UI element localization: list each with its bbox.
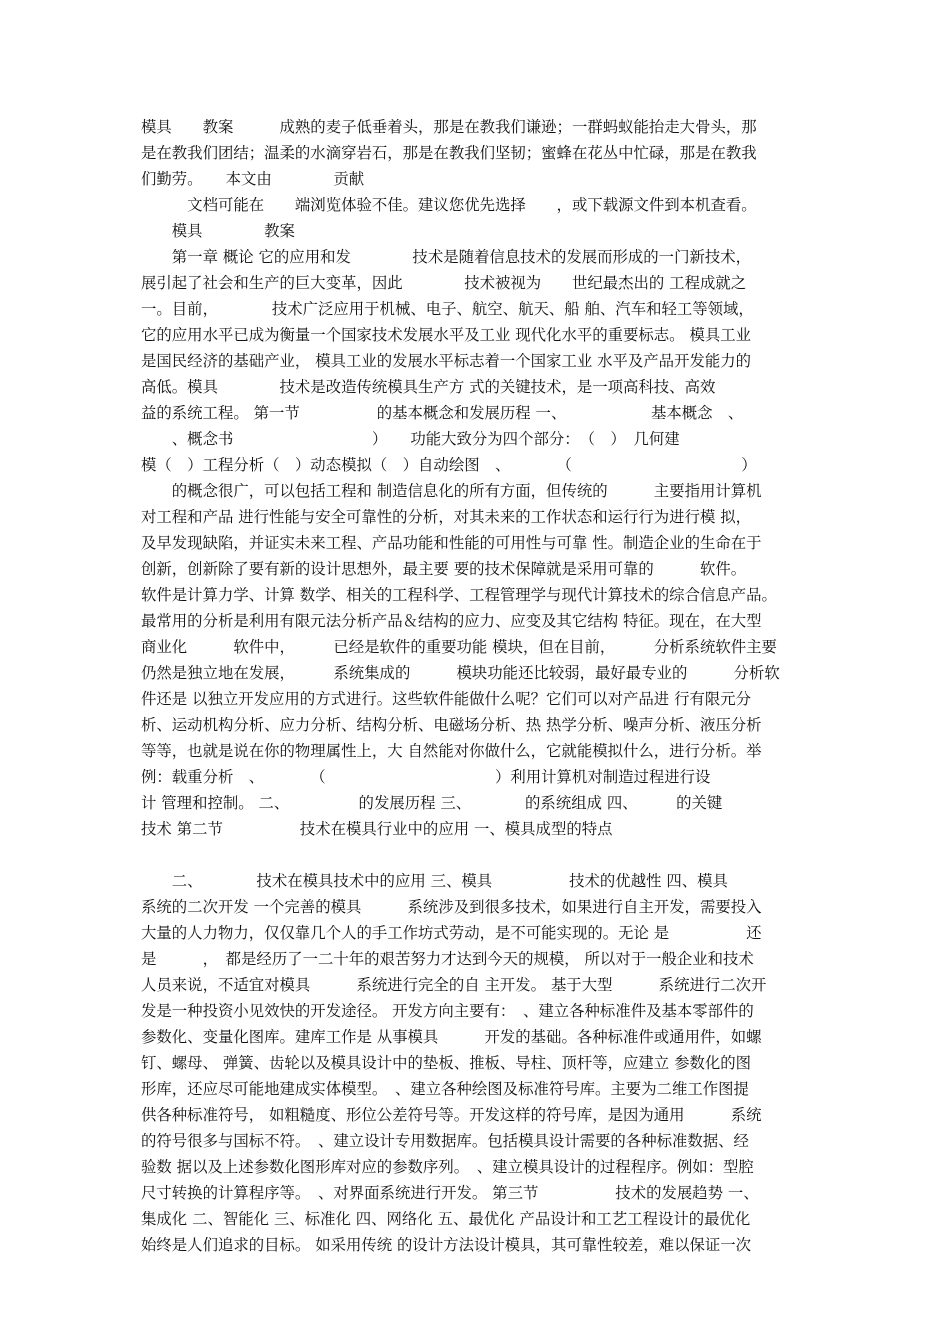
text-line: 验数 据以及上述参数化图形库对应的参数序列。 、建立模具设计的过程程序。例如：型腔: [141, 1158, 754, 1176]
text-line: 形库，还应尽可能地建成实体模型。 、建立各种绘图及标准符号库。主要为二维工作图提: [141, 1080, 749, 1098]
text-line: 系统的二次开发 一个完善的模具 系统涉及到很多技术，如果进行自主开发，需要投入: [141, 898, 762, 916]
text-line: 及早发现缺陷，并证实未来工程、产品功能和性能的可用性与可靠 性。制造企业的生命在于: [141, 534, 762, 552]
text-line: 文档可能在 端浏览体验不佳。建议您优先选择 ，或下载源文件到本机查看。: [141, 196, 757, 214]
text-line: 等等，也就是说在你的物理属性上，大 自然能对你做什么，它就能模拟什么，进行分析。举: [141, 742, 762, 760]
text-line: 它的应用水平已成为衡量一个国家技术发展水平及工业 现代化水平的重要标志。 模具工业: [141, 326, 752, 344]
text-line: 们勤劳。 本文由 贡献: [141, 170, 365, 188]
text-line: 第一章 概论 它的应用和发 技术是随着信息技术的发展而形成的一门新技术，: [141, 248, 752, 266]
text-line: 供各种标准符号， 如粗糙度、形位公差符号等。开发这样的符号库，是因为通用 系统: [141, 1106, 762, 1124]
text-line: 仍然是独立地在发展， 系统集成的 模块功能还比较弱，最好最专业的 分析软: [141, 664, 780, 682]
text-line: 是在教我们团结；温柔的水滴穿岩石，那是在教我们坚韧；蜜蜂在花丛中忙碌，那是在教我: [141, 144, 757, 162]
text-line: 发是一种投资小见效快的开发途径。 开发方向主要有： 、建立各种标准件及基本零部件的: [141, 1002, 754, 1020]
text-line: 模（ ）工程分析（ ）动态模拟（ ）自动绘图 、 （ ）: [141, 456, 757, 474]
text-line: 模具 教案: [141, 222, 295, 240]
text-line: 集成化 二、智能化 三、标准化 四、网络化 五、最优化 产品设计和工艺工程设计的最优化: [141, 1210, 751, 1228]
text-line: 技术 第二节 技术在模具行业中的应用 一、模具成型的特点: [141, 820, 613, 838]
text-line: 是国民经济的基础产业， 模具工业的发展水平标志着一个国家工业 水平及产品开发能力的: [141, 352, 752, 370]
text-line: 益的系统工程。 第一节 的基本概念和发展历程 一、 基本概念 、: [141, 404, 744, 422]
text-line: 对工程和产品 进行性能与安全可靠性的分析，对其未来的工作状态和运行行为进行模 拟，: [141, 508, 752, 526]
text-line: 的符号很多与国标不符。 、建立设计专用数据库。包括模具设计需要的各种标准数据、经: [141, 1132, 749, 1150]
text-line: 商业化 软件中， 已经是软件的重要功能 模块，但在目前， 分析系统软件主要: [141, 638, 777, 656]
text-line: 始终是人们追求的目标。 如采用传统 的设计方法设计模具，其可靠性较差，难以保证一次: [141, 1236, 752, 1254]
text-line: 钉、螺母、 弹簧、齿轮以及模具设计中的垫板、推板、导柱、顶杆等，应建立 参数化的图: [141, 1054, 752, 1072]
text-line: 展引起了社会和生产的巨大变革，因此 技术被视为 世纪最杰出的 工程成就之: [141, 274, 747, 292]
text-line: 尺寸转换的计算程序等。 、对界面系统进行开发。 第三节 技术的发展趋势 一、: [141, 1184, 759, 1202]
text-line: 最常用的分析是利用有限元法分析产品＆结构的应力、应变及其它结构 特征。现在，在大型: [141, 612, 762, 630]
text-line: 参数化、变量化图库。建库工作是 从事模具 开发的基础。各种标准件或通用件，如螺: [141, 1028, 762, 1046]
text-line: 创新，创新除了要有新的设计思想外，最主要 要的技术保障就是采用可靠的 软件。: [141, 560, 747, 578]
text-line: 大量的人力物力，仅仅靠几个人的手工作坊式劳动，是不可能实现的。无论 是 还: [141, 924, 762, 942]
text-line: 析、运动机构分析、应力分析、结构分析、电磁场分析、热 热学分析、噪声分析、液压分析: [141, 716, 762, 734]
text-line: 软件是计算力学、计算 数学、相关的工程科学、工程管理学与现代计算技术的综合信息产品。: [141, 586, 777, 604]
text-line: 件还是 以独立开发应用的方式进行。这些软件能做什么呢？它们可以对产品进 行有限元分: [141, 690, 752, 708]
text-line: 人员来说，不适宜对模具 系统进行完全的自 主开发。 基于大型 系统进行二次开: [141, 976, 767, 994]
text-line: 、概念书 ） 功能大致分为四个部分： （ ） 几何建: [141, 430, 680, 448]
text-line: 例：载重分析 、 （ ）利用计算机对制造过程进行设: [141, 768, 711, 786]
text-line: 一。目前， 技术广泛应用于机械、电子、航空、航天、船 舶、汽车和轻工等领域，: [141, 300, 754, 318]
text-line: 高低。模具 技术是改造传统模具生产方 式的关键技术，是一项高科技、高效: [141, 378, 716, 396]
text-line: 模具 教案 成熟的麦子低垂着头，那是在教我们谦逊；一群蚂蚁能抬走大骨头，那: [141, 118, 757, 136]
text-line: 二、 技术在模具技术中的应用 三、模具 技术的优越性 四、模具: [141, 872, 728, 890]
text-line: 的概念很广，可以包括工程和 制造信息化的所有方面，但传统的 主要指用计算机: [141, 482, 762, 500]
text-line: 是 ， 都是经历了一二十年的艰苦努力才达到今天的规模， 所以对于一般企业和技术: [141, 950, 754, 968]
text-line: 计 管理和控制。 二、 的发展历程 三、 的系统组成 四、 的关键: [141, 794, 723, 812]
